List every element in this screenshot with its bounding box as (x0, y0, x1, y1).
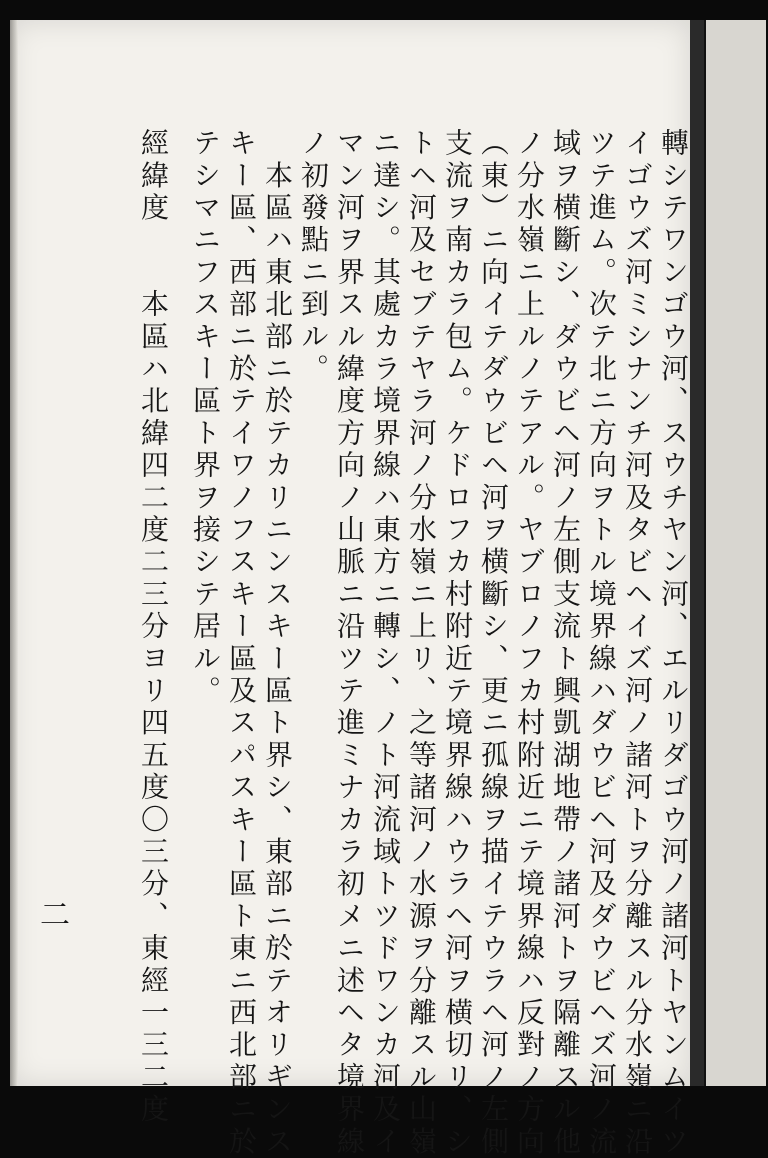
text-column-14: テシマニフスキー區ト界ヲ接シテ居ル。 (189, 128, 222, 708)
text-column-12: 本區ハ東北部ニ於テカリニンスキー區ト界シ、東部ニ於テオリギンス (261, 128, 294, 1158)
book-spine (704, 20, 766, 1086)
text-column-10: マン河ヲ界スル緯度方向ノ山脈ニ沿ツテ進ミナカラ初メニ述ヘタ境界線 (333, 128, 366, 1158)
text-column-9: ニ達シ。其處カラ境界線ハ東方ニ轉シ、ノト河流域トツドワンカ河及イ (369, 128, 402, 1158)
text-column-15: 經緯度 本區ハ北緯四二度二三分ヨリ四五度〇三分、東經一三二度 (137, 128, 170, 1127)
text-column-2: イゴウズ河ミシナンチ河及タビヘイズ河ノ諸河トヲ分離スル分水嶺ニ沿 (621, 128, 654, 1158)
text-column-1: 轉シテワンゴウ河、スウチヤン河、エルリダゴウ河ノ諸河トヤンムイツ (657, 128, 690, 1158)
text-column-8: トヘ河及セブテヤラ河ノ分水嶺ニ上リ、之等諸河ノ水源ヲ分離スル山嶺 (405, 128, 438, 1158)
text-column-5: ノ分水嶺ニ上ルノテアル。ヤブロノフカ村附近ニテ境界線ハ反對ノ方向 (513, 128, 546, 1158)
text-column-13: キー區、西部ニ於テイワノフスキー區及スパスキー區ト東ニ西北部ニ於 (225, 128, 258, 1158)
text-column-3: ツテ進ム。次テ北ニ方向ヲトル境界線ハダウビヘ河及ダウビヘズ河ノ流 (585, 128, 618, 1158)
page-number: 二 (40, 898, 70, 933)
page-edge (10, 20, 18, 1086)
text-column-6: （東）ニ向イテダウビヘ河ヲ横斷シ、更ニ孤線ヲ描イテウラヘ河ノ左側 (477, 128, 510, 1158)
text-column-7: 支流ヲ南カラ包ム。ケドロフカ村附近テ境界線ハウラヘ河ヲ横切リ、シ (441, 128, 474, 1158)
text-column-4: 域ヲ横斷シ、ダウビヘ河ノ左側支流ト興凱湖地帶ノ諸河トヲ隔離スル他 (549, 128, 582, 1158)
text-column-11: ノ初發點ニ到ル。 (297, 128, 330, 386)
page-gutter (690, 20, 704, 1086)
